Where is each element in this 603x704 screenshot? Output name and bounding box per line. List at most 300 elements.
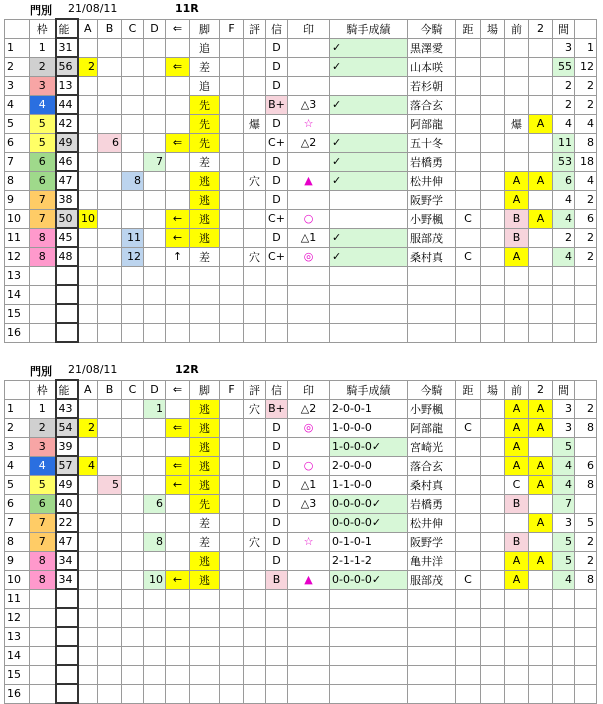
table-row bbox=[5, 570, 597, 589]
cell-rec bbox=[330, 190, 408, 209]
table-row bbox=[5, 304, 597, 323]
cell-a bbox=[78, 152, 98, 171]
cell-nou: 54 bbox=[56, 418, 78, 437]
cell-ba bbox=[481, 532, 505, 551]
cell-a bbox=[78, 266, 98, 285]
cell-k1: 2 bbox=[553, 95, 575, 114]
cell-b bbox=[98, 570, 122, 589]
cell-b bbox=[98, 513, 122, 532]
race-number: 12R bbox=[175, 363, 199, 376]
cell-f bbox=[220, 285, 244, 304]
column-header-c: C bbox=[122, 380, 144, 399]
cell-c bbox=[122, 589, 144, 608]
cell-shin: D bbox=[266, 114, 288, 133]
cell-rank: 4 bbox=[5, 95, 30, 114]
cell-kyori bbox=[456, 646, 481, 665]
cell-shirushi bbox=[288, 513, 330, 532]
cell-kyori bbox=[456, 494, 481, 513]
cell-d bbox=[144, 114, 166, 133]
cell-arrow bbox=[166, 589, 190, 608]
cell-rank: 2 bbox=[5, 418, 30, 437]
cell-k2: 12 bbox=[575, 57, 597, 76]
cell-a bbox=[78, 608, 98, 627]
cell-hyo bbox=[244, 285, 266, 304]
cell-k1 bbox=[553, 589, 575, 608]
cell-b bbox=[98, 627, 122, 646]
cell-rank: 15 bbox=[5, 304, 30, 323]
cell-waku bbox=[30, 684, 56, 703]
cell-k2 bbox=[575, 589, 597, 608]
cell-ni bbox=[529, 684, 553, 703]
cell-d bbox=[144, 285, 166, 304]
cell-d bbox=[144, 475, 166, 494]
cell-rec: ✓ bbox=[330, 247, 408, 266]
cell-a bbox=[78, 684, 98, 703]
cell-rank: 12 bbox=[5, 608, 30, 627]
cell-c bbox=[122, 399, 144, 418]
cell-k2: 6 bbox=[575, 209, 597, 228]
cell-k2 bbox=[575, 608, 597, 627]
cell-b bbox=[98, 57, 122, 76]
cell-kyaku: 先 bbox=[190, 114, 220, 133]
column-header-hyo: 評 bbox=[244, 19, 266, 38]
cell-waku: 1 bbox=[30, 38, 56, 57]
cell-kyaku: 差 bbox=[190, 532, 220, 551]
cell-shirushi: △2 bbox=[288, 399, 330, 418]
cell-k1 bbox=[553, 646, 575, 665]
cell-waku bbox=[30, 665, 56, 684]
cell-k1: 2 bbox=[553, 228, 575, 247]
cell-f bbox=[220, 323, 244, 342]
cell-shin: D bbox=[266, 418, 288, 437]
cell-ni bbox=[529, 247, 553, 266]
table-row bbox=[5, 456, 597, 475]
cell-hyo: 穴 bbox=[244, 171, 266, 190]
cell-arrow bbox=[166, 437, 190, 456]
cell-mae: A bbox=[505, 418, 529, 437]
cell-k1: 53 bbox=[553, 152, 575, 171]
cell-a bbox=[78, 323, 98, 342]
cell-nou: 49 bbox=[56, 475, 78, 494]
cell-arrow bbox=[166, 152, 190, 171]
cell-ni bbox=[529, 133, 553, 152]
cell-rec bbox=[330, 684, 408, 703]
cell-shirushi bbox=[288, 551, 330, 570]
cell-waku bbox=[30, 589, 56, 608]
cell-shirushi: △1 bbox=[288, 475, 330, 494]
cell-rank: 6 bbox=[5, 494, 30, 513]
cell-k1: 55 bbox=[553, 57, 575, 76]
cell-ba bbox=[481, 304, 505, 323]
cell-kyori: C bbox=[456, 570, 481, 589]
cell-ba bbox=[481, 608, 505, 627]
cell-f bbox=[220, 114, 244, 133]
cell-d: 7 bbox=[144, 152, 166, 171]
cell-shirushi bbox=[288, 304, 330, 323]
column-header-row bbox=[5, 380, 597, 399]
cell-rec bbox=[330, 608, 408, 627]
cell-hyo bbox=[244, 456, 266, 475]
cell-rec bbox=[330, 76, 408, 95]
cell-ni bbox=[529, 285, 553, 304]
cell-hyo bbox=[244, 95, 266, 114]
cell-b bbox=[98, 190, 122, 209]
cell-mae bbox=[505, 57, 529, 76]
cell-rec: ✓ bbox=[330, 38, 408, 57]
cell-jockey: 阿部龍 bbox=[408, 418, 456, 437]
cell-jockey: 桑村真 bbox=[408, 247, 456, 266]
cell-arrow bbox=[166, 285, 190, 304]
cell-f bbox=[220, 133, 244, 152]
cell-shirushi bbox=[288, 285, 330, 304]
column-header-hyo: 評 bbox=[244, 380, 266, 399]
cell-a: 2 bbox=[78, 57, 98, 76]
cell-nou bbox=[56, 646, 78, 665]
cell-jockey bbox=[408, 665, 456, 684]
cell-rec bbox=[330, 646, 408, 665]
cell-waku: 8 bbox=[30, 247, 56, 266]
cell-waku bbox=[30, 285, 56, 304]
cell-rank: 10 bbox=[5, 570, 30, 589]
column-header-shirushi: 印 bbox=[288, 19, 330, 38]
cell-shirushi bbox=[288, 646, 330, 665]
cell-waku: 6 bbox=[30, 171, 56, 190]
table-row bbox=[5, 437, 597, 456]
cell-rank: 14 bbox=[5, 646, 30, 665]
cell-kyori bbox=[456, 532, 481, 551]
cell-rank: 2 bbox=[5, 57, 30, 76]
cell-shin: D bbox=[266, 532, 288, 551]
cell-rank: 13 bbox=[5, 627, 30, 646]
cell-ba bbox=[481, 570, 505, 589]
cell-waku bbox=[30, 266, 56, 285]
entries-table bbox=[4, 379, 597, 704]
cell-rank: 7 bbox=[5, 513, 30, 532]
cell-ba bbox=[481, 475, 505, 494]
cell-hyo bbox=[244, 494, 266, 513]
cell-shirushi bbox=[288, 190, 330, 209]
cell-rank: 5 bbox=[5, 114, 30, 133]
cell-shin bbox=[266, 323, 288, 342]
cell-jockey bbox=[408, 684, 456, 703]
cell-rank: 16 bbox=[5, 684, 30, 703]
cell-ba bbox=[481, 209, 505, 228]
cell-waku: 4 bbox=[30, 95, 56, 114]
cell-mae: B bbox=[505, 209, 529, 228]
cell-b bbox=[98, 95, 122, 114]
cell-rec: 1-0-0-0 bbox=[330, 418, 408, 437]
cell-b bbox=[98, 551, 122, 570]
cell-shin bbox=[266, 665, 288, 684]
cell-f bbox=[220, 38, 244, 57]
cell-kyaku: 逃 bbox=[190, 190, 220, 209]
cell-arrow: ⇐ bbox=[166, 418, 190, 437]
cell-kyaku: 差 bbox=[190, 513, 220, 532]
cell-ba bbox=[481, 399, 505, 418]
cell-ni bbox=[529, 570, 553, 589]
cell-rec bbox=[330, 627, 408, 646]
cell-arrow bbox=[166, 114, 190, 133]
cell-k2 bbox=[575, 285, 597, 304]
table-row bbox=[5, 114, 597, 133]
cell-kyaku: 先 bbox=[190, 133, 220, 152]
cell-d bbox=[144, 304, 166, 323]
cell-k2: 2 bbox=[575, 247, 597, 266]
table-row bbox=[5, 399, 597, 418]
cell-ni bbox=[529, 589, 553, 608]
cell-ba bbox=[481, 285, 505, 304]
cell-ni bbox=[529, 266, 553, 285]
column-header-c: C bbox=[122, 19, 144, 38]
cell-ni bbox=[529, 532, 553, 551]
cell-kyaku bbox=[190, 323, 220, 342]
cell-kyaku bbox=[190, 608, 220, 627]
cell-kyaku bbox=[190, 285, 220, 304]
cell-kyaku bbox=[190, 266, 220, 285]
table-row bbox=[5, 133, 597, 152]
cell-k2: 8 bbox=[575, 570, 597, 589]
cell-jockey: 岩橋勇 bbox=[408, 152, 456, 171]
cell-kyaku: 逃 bbox=[190, 209, 220, 228]
cell-mae: A bbox=[505, 247, 529, 266]
column-header-shin: 信 bbox=[266, 380, 288, 399]
cell-hyo bbox=[244, 228, 266, 247]
cell-mae bbox=[505, 627, 529, 646]
cell-rec: ✓ bbox=[330, 133, 408, 152]
cell-kyaku bbox=[190, 627, 220, 646]
cell-f bbox=[220, 494, 244, 513]
cell-rec: 0-1-0-1 bbox=[330, 532, 408, 551]
cell-kyori bbox=[456, 228, 481, 247]
cell-a bbox=[78, 133, 98, 152]
cell-a bbox=[78, 247, 98, 266]
cell-arrow: ⇐ bbox=[166, 456, 190, 475]
cell-d bbox=[144, 323, 166, 342]
cell-mae bbox=[505, 266, 529, 285]
cell-nou: 56 bbox=[56, 57, 78, 76]
cell-ba bbox=[481, 57, 505, 76]
cell-c: 8 bbox=[122, 171, 144, 190]
cell-k1: 4 bbox=[553, 475, 575, 494]
cell-hyo bbox=[244, 190, 266, 209]
cell-a bbox=[78, 665, 98, 684]
cell-hyo bbox=[244, 209, 266, 228]
cell-k2 bbox=[575, 304, 597, 323]
cell-shirushi bbox=[288, 684, 330, 703]
cell-ba bbox=[481, 456, 505, 475]
cell-ni bbox=[529, 494, 553, 513]
cell-arrow bbox=[166, 532, 190, 551]
cell-hyo bbox=[244, 266, 266, 285]
cell-ba bbox=[481, 114, 505, 133]
cell-c bbox=[122, 266, 144, 285]
cell-b bbox=[98, 114, 122, 133]
cell-nou bbox=[56, 665, 78, 684]
column-header-a: A bbox=[78, 380, 98, 399]
cell-c bbox=[122, 513, 144, 532]
cell-rec: 1-0-0-0✓ bbox=[330, 437, 408, 456]
cell-ba bbox=[481, 190, 505, 209]
cell-mae: C bbox=[505, 475, 529, 494]
cell-rank: 8 bbox=[5, 171, 30, 190]
cell-kyaku bbox=[190, 684, 220, 703]
cell-c bbox=[122, 608, 144, 627]
cell-ba bbox=[481, 418, 505, 437]
cell-d bbox=[144, 228, 166, 247]
cell-f bbox=[220, 399, 244, 418]
cell-arrow: ← bbox=[166, 570, 190, 589]
cell-k1 bbox=[553, 608, 575, 627]
cell-jockey: 服部茂 bbox=[408, 228, 456, 247]
cell-a bbox=[78, 190, 98, 209]
cell-hyo bbox=[244, 76, 266, 95]
cell-jockey: 岩橋勇 bbox=[408, 494, 456, 513]
cell-ni bbox=[529, 57, 553, 76]
cell-waku: 2 bbox=[30, 418, 56, 437]
column-header-nou: 能 bbox=[56, 380, 78, 399]
cell-b bbox=[98, 418, 122, 437]
cell-nou: 38 bbox=[56, 190, 78, 209]
cell-kyori bbox=[456, 133, 481, 152]
cell-kyaku: 追 bbox=[190, 38, 220, 57]
cell-k2: 2 bbox=[575, 551, 597, 570]
cell-rec bbox=[330, 304, 408, 323]
cell-shin: C+ bbox=[266, 133, 288, 152]
cell-a bbox=[78, 513, 98, 532]
cell-arrow bbox=[166, 627, 190, 646]
cell-arrow bbox=[166, 646, 190, 665]
cell-c bbox=[122, 133, 144, 152]
cell-a bbox=[78, 304, 98, 323]
cell-b bbox=[98, 171, 122, 190]
cell-hyo bbox=[244, 513, 266, 532]
cell-ni bbox=[529, 152, 553, 171]
cell-jockey: 松井伸 bbox=[408, 513, 456, 532]
cell-c bbox=[122, 665, 144, 684]
cell-shirushi: ☆ bbox=[288, 532, 330, 551]
cell-ni: A bbox=[529, 418, 553, 437]
cell-ba bbox=[481, 95, 505, 114]
cell-d bbox=[144, 171, 166, 190]
cell-nou: 49 bbox=[56, 133, 78, 152]
cell-d bbox=[144, 589, 166, 608]
cell-d bbox=[144, 95, 166, 114]
cell-shirushi: ○ bbox=[288, 456, 330, 475]
cell-d: 8 bbox=[144, 532, 166, 551]
cell-rec bbox=[330, 665, 408, 684]
cell-c bbox=[122, 646, 144, 665]
cell-rec: ✓ bbox=[330, 95, 408, 114]
cell-d bbox=[144, 57, 166, 76]
cell-rec: 0-0-0-0✓ bbox=[330, 513, 408, 532]
cell-b bbox=[98, 304, 122, 323]
cell-nou: 48 bbox=[56, 247, 78, 266]
cell-ni: A bbox=[529, 513, 553, 532]
cell-ba bbox=[481, 513, 505, 532]
cell-jockey: 桑村真 bbox=[408, 475, 456, 494]
cell-k2 bbox=[575, 323, 597, 342]
cell-hyo bbox=[244, 38, 266, 57]
cell-c bbox=[122, 684, 144, 703]
cell-rec: ✓ bbox=[330, 57, 408, 76]
cell-shin bbox=[266, 627, 288, 646]
cell-a bbox=[78, 76, 98, 95]
cell-shirushi bbox=[288, 589, 330, 608]
cell-c bbox=[122, 304, 144, 323]
cell-shirushi: △3 bbox=[288, 95, 330, 114]
cell-kyaku: 差 bbox=[190, 57, 220, 76]
table-row bbox=[5, 57, 597, 76]
cell-f bbox=[220, 570, 244, 589]
cell-b bbox=[98, 285, 122, 304]
table-row bbox=[5, 551, 597, 570]
cell-hyo: 穴 bbox=[244, 247, 266, 266]
cell-k1: 4 bbox=[553, 456, 575, 475]
cell-c bbox=[122, 114, 144, 133]
cell-shirushi: ▲ bbox=[288, 171, 330, 190]
cell-b bbox=[98, 589, 122, 608]
cell-b bbox=[98, 494, 122, 513]
cell-shirushi bbox=[288, 57, 330, 76]
cell-rank: 14 bbox=[5, 285, 30, 304]
cell-arrow bbox=[166, 95, 190, 114]
cell-ba bbox=[481, 38, 505, 57]
cell-waku bbox=[30, 646, 56, 665]
cell-arrow bbox=[166, 551, 190, 570]
cell-hyo bbox=[244, 684, 266, 703]
cell-d bbox=[144, 133, 166, 152]
cell-jockey: 小野楓 bbox=[408, 209, 456, 228]
cell-kyori bbox=[456, 399, 481, 418]
cell-rank: 13 bbox=[5, 266, 30, 285]
cell-f bbox=[220, 646, 244, 665]
cell-ni bbox=[529, 95, 553, 114]
table-row bbox=[5, 247, 597, 266]
cell-rec: 0-0-0-0✓ bbox=[330, 570, 408, 589]
cell-waku: 7 bbox=[30, 209, 56, 228]
cell-f bbox=[220, 551, 244, 570]
cell-c bbox=[122, 418, 144, 437]
cell-arrow bbox=[166, 266, 190, 285]
cell-shin bbox=[266, 304, 288, 323]
cell-kyaku: 差 bbox=[190, 152, 220, 171]
cell-jockey: 黒澤愛 bbox=[408, 38, 456, 57]
cell-kyori bbox=[456, 114, 481, 133]
cell-f bbox=[220, 684, 244, 703]
cell-mae bbox=[505, 323, 529, 342]
cell-waku: 6 bbox=[30, 152, 56, 171]
cell-b bbox=[98, 152, 122, 171]
cell-ni bbox=[529, 665, 553, 684]
cell-a bbox=[78, 437, 98, 456]
cell-k2 bbox=[575, 665, 597, 684]
cell-b bbox=[98, 399, 122, 418]
cell-rank: 1 bbox=[5, 38, 30, 57]
cell-b bbox=[98, 684, 122, 703]
table-row bbox=[5, 38, 597, 57]
cell-shin: D bbox=[266, 456, 288, 475]
cell-nou bbox=[56, 627, 78, 646]
cell-f bbox=[220, 532, 244, 551]
cell-shin: D bbox=[266, 171, 288, 190]
cell-arrow: ← bbox=[166, 475, 190, 494]
venue-label: 門別 bbox=[30, 4, 52, 17]
cell-mae bbox=[505, 38, 529, 57]
cell-shirushi: ◎ bbox=[288, 247, 330, 266]
cell-d bbox=[144, 627, 166, 646]
cell-b bbox=[98, 608, 122, 627]
cell-ba bbox=[481, 551, 505, 570]
